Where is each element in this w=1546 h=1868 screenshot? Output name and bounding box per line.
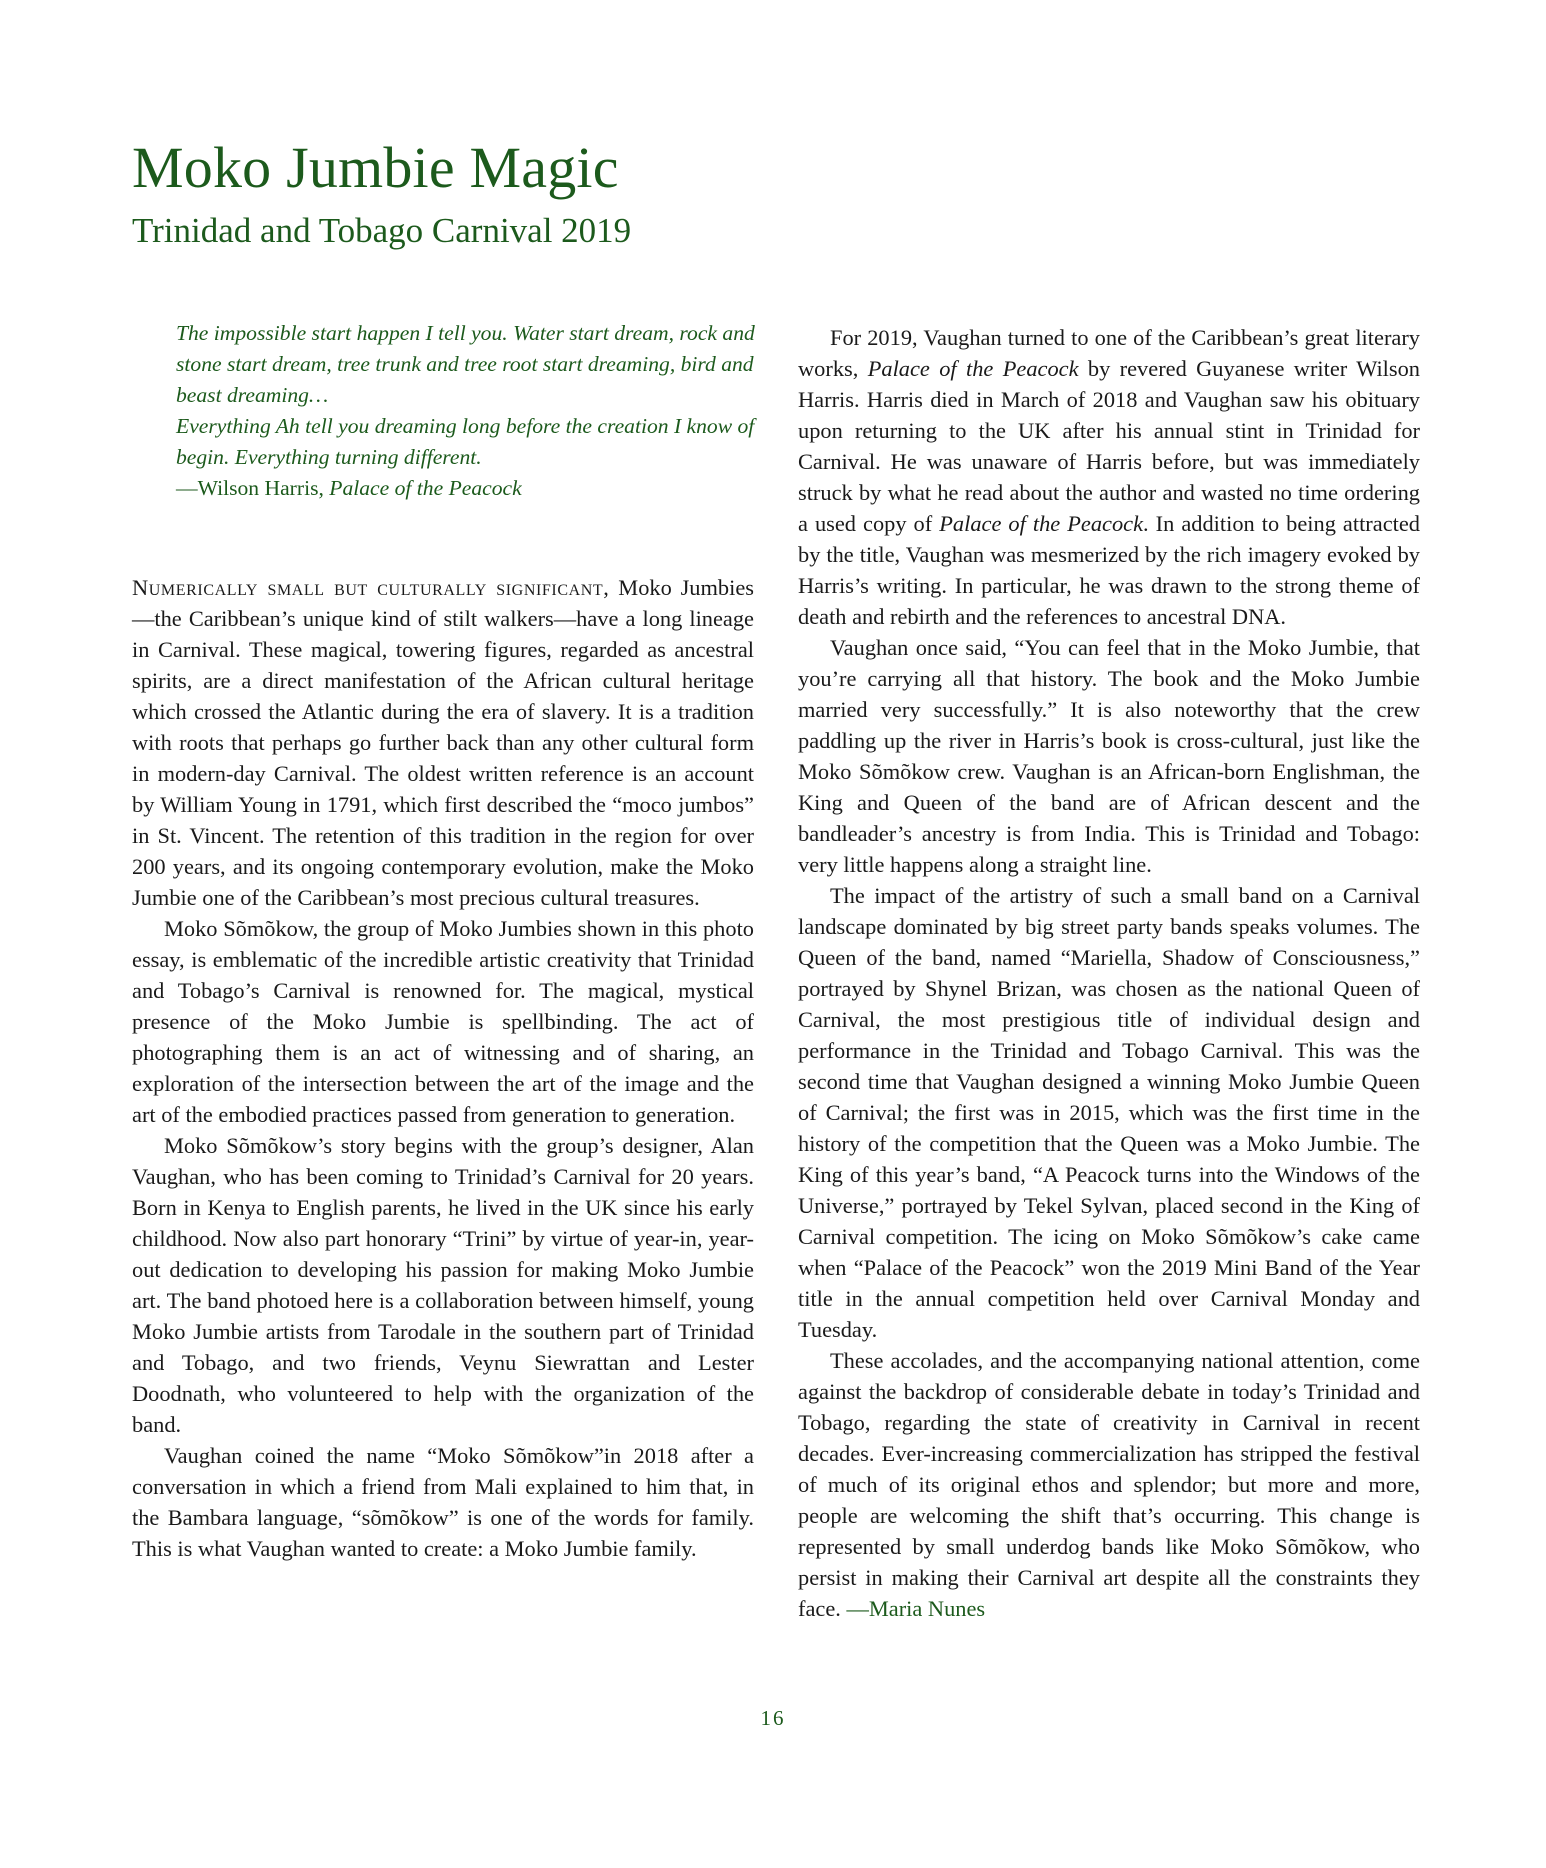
right-paragraph-1 <box>798 322 1420 632</box>
right-paragraph-2: Vaughan once said, “You can feel that in the Moko Jumbie, that you’re carrying all that history. The book and the Moko Jumbie married very successfully.” It is also noteworthy that the crew paddling up the river in Harris’s book is cross-cultural, just like the Moko Sõmõkow crew. Vaughan is an African-born Englishman, the King and Queen of the band are of African descent and the bandleader’s ancestry is from India. This is Trinidad and Tobago: very little happens along a straight line. <box>798 635 1420 877</box>
epigraph-line-2: Everything Ah tell you dreaming long before the creation I know of begin. Everything turning different. <box>176 414 755 469</box>
left-paragraph-4: Vaughan coined the name “Moko Sõmõkow”in 2018 after a conversation in which a friend from Mali explained to him that, in the Bambara language, “sõmõkow” is one of the words for family. This is what Vaughan wanted to create: a Moko Jumbie family. <box>132 1443 754 1561</box>
epigraph-line-1: The impossible start happen I tell you. Water start dream, rock and stone start dream, tree trunk and tree root start dreaming, bird and beast dreaming… <box>176 321 755 407</box>
left-paragraph-1-text: Moko Jumbies—the Caribbean’s unique kind of stilt walkers—have a long lineage in Carnival. These magical, towering figures, regarded as ancestral spirits, are a direct manifestation of the African cultural heritage which crossed the Atlantic during the era of slavery. It is a tradition with roots that perhaps go further back than any other cultural form in modern-day Carnival. The oldest written reference is an account by William Young in 1791, which first described the “moco jumbos” in St. Vincent. The retention of this tradition in the region for over 200 years, and its ongoing contemporary evolution, make the Moko Jumbie one of the Caribbean’s most precious cultural treasures. <box>132 575 754 910</box>
right-paragraph-1-part-b: by revered Guyanese writer Wilson Harris. Harris died in March of 2018 and Vaughan saw his obituary upon returning to the UK after his annual stint in Trinidad for Carnival. He was unaware of Harris before, but was immediately struck by what he read about the author and wasted no time ordering a used copy of <box>798 356 1420 536</box>
author-byline: —Maria Nunes <box>846 1596 986 1621</box>
page-number: 16 <box>760 1706 786 1730</box>
book-title-1: Palace of the Peacock <box>867 356 1079 381</box>
left-paragraph-3: Moko Sõmõkow’s story begins with the group’s designer, Alan Vaughan, who has been coming to Trinidad’s Carnival for 20 years. Born in Kenya to English parents, he lived in the UK since his early childhood. Now also part honorary “Trini” by virtue of year-in, year-out dedication to developing his passion for making Moko Jumbie art. The band photoed here is a collaboration between himself, young Moko Jumbie artists from Tarodale in the southern part of Trinidad and Tobago, and two friends, Veynu Siewrattan and Lester Doodnath, who volunteered to help with the organization of the band. <box>132 1133 754 1437</box>
page-title: Moko Jumbie Magic <box>132 135 619 200</box>
epigraph-author: —Wilson Harris, <box>176 476 330 500</box>
left-paragraph-2: Moko Sõmõkow, the group of Moko Jumbies shown in this photo essay, is emblematic of the incredible artistic creativity that Trinidad and Tobago’s Carnival is renowned for. The magical, mystical presence of the Moko Jumbie is spellbinding. The act of photographing them is an act of witnessing and of sharing, an exploration of the intersection between the art of the image and the art of the embodied practices passed from generation to generation. <box>132 916 754 1127</box>
right-paragraph-1-part-c: . In addition to being attracted by the title, Vaughan was mesmerized by the rich imagery evoked by Harris’s writing. In particular, he was drawn to the strong theme of death and rebirth and the references to ancestral DNA. <box>798 511 1420 629</box>
book-title-2: Palace of the Peacock <box>939 511 1144 536</box>
epigraph-source-title: Palace of the Peacock <box>329 476 522 500</box>
epigraph-attribution <box>176 473 758 504</box>
lead-in-smallcaps: Numerically small but culturally significant, <box>132 575 610 600</box>
right-paragraph-3: The impact of the artistry of such a small band on a Carnival landscape dominated by big street party bands speaks volumes. The Queen of the band, named “Mariella, Shadow of Consciousness,” portrayed by Shynel Brizan, was chosen as the national Queen of Carnival, the most prestigious title of individual design and performance in the Trinidad and Tobago Carnival. This was the second time that Vaughan designed a winning Moko Jumbie Queen of Carnival; the first was in 2015, which was the first time in the history of the competition that the Queen was a Moko Jumbie. The King of this year’s band, “A Peacock turns into the Windows of the Universe,” portrayed by Tekel Sylvan, placed second in the King of Carnival competition. The icing on Moko Sõmõkow’s cake came when “Palace of the Peacock” won the 2019 Mini Band of the Year title in the annual competition held over Carnival Monday and Tuesday. <box>798 883 1420 1342</box>
page-subtitle: Trinidad and Tobago Carnival 2019 <box>132 211 632 250</box>
epigraph <box>176 318 758 504</box>
right-paragraph-4-text: These accolades, and the accompanying national attention, come against the backdrop of considerable debate in today’s Trinidad and Tobago, regarding the state of creativity in Carnival in recent decades. Ever-increasing commercialization has stripped the festival of much of its original ethos and splendor; but more and more, people are welcoming the shift that’s occurring. This change is represented by small underdog bands like Moko Sõmõkow, who persist in making their Carnival art despite all the constraints they face. <box>798 1348 1420 1621</box>
right-paragraph-1-part-a: For 2019, Vaughan turned to one of the Caribbean’s great literary works, <box>798 325 1420 381</box>
right-paragraph-4 <box>798 1345 1420 1624</box>
right-column <box>798 322 1420 1624</box>
left-column <box>132 572 754 1564</box>
left-paragraph-1 <box>132 572 754 913</box>
